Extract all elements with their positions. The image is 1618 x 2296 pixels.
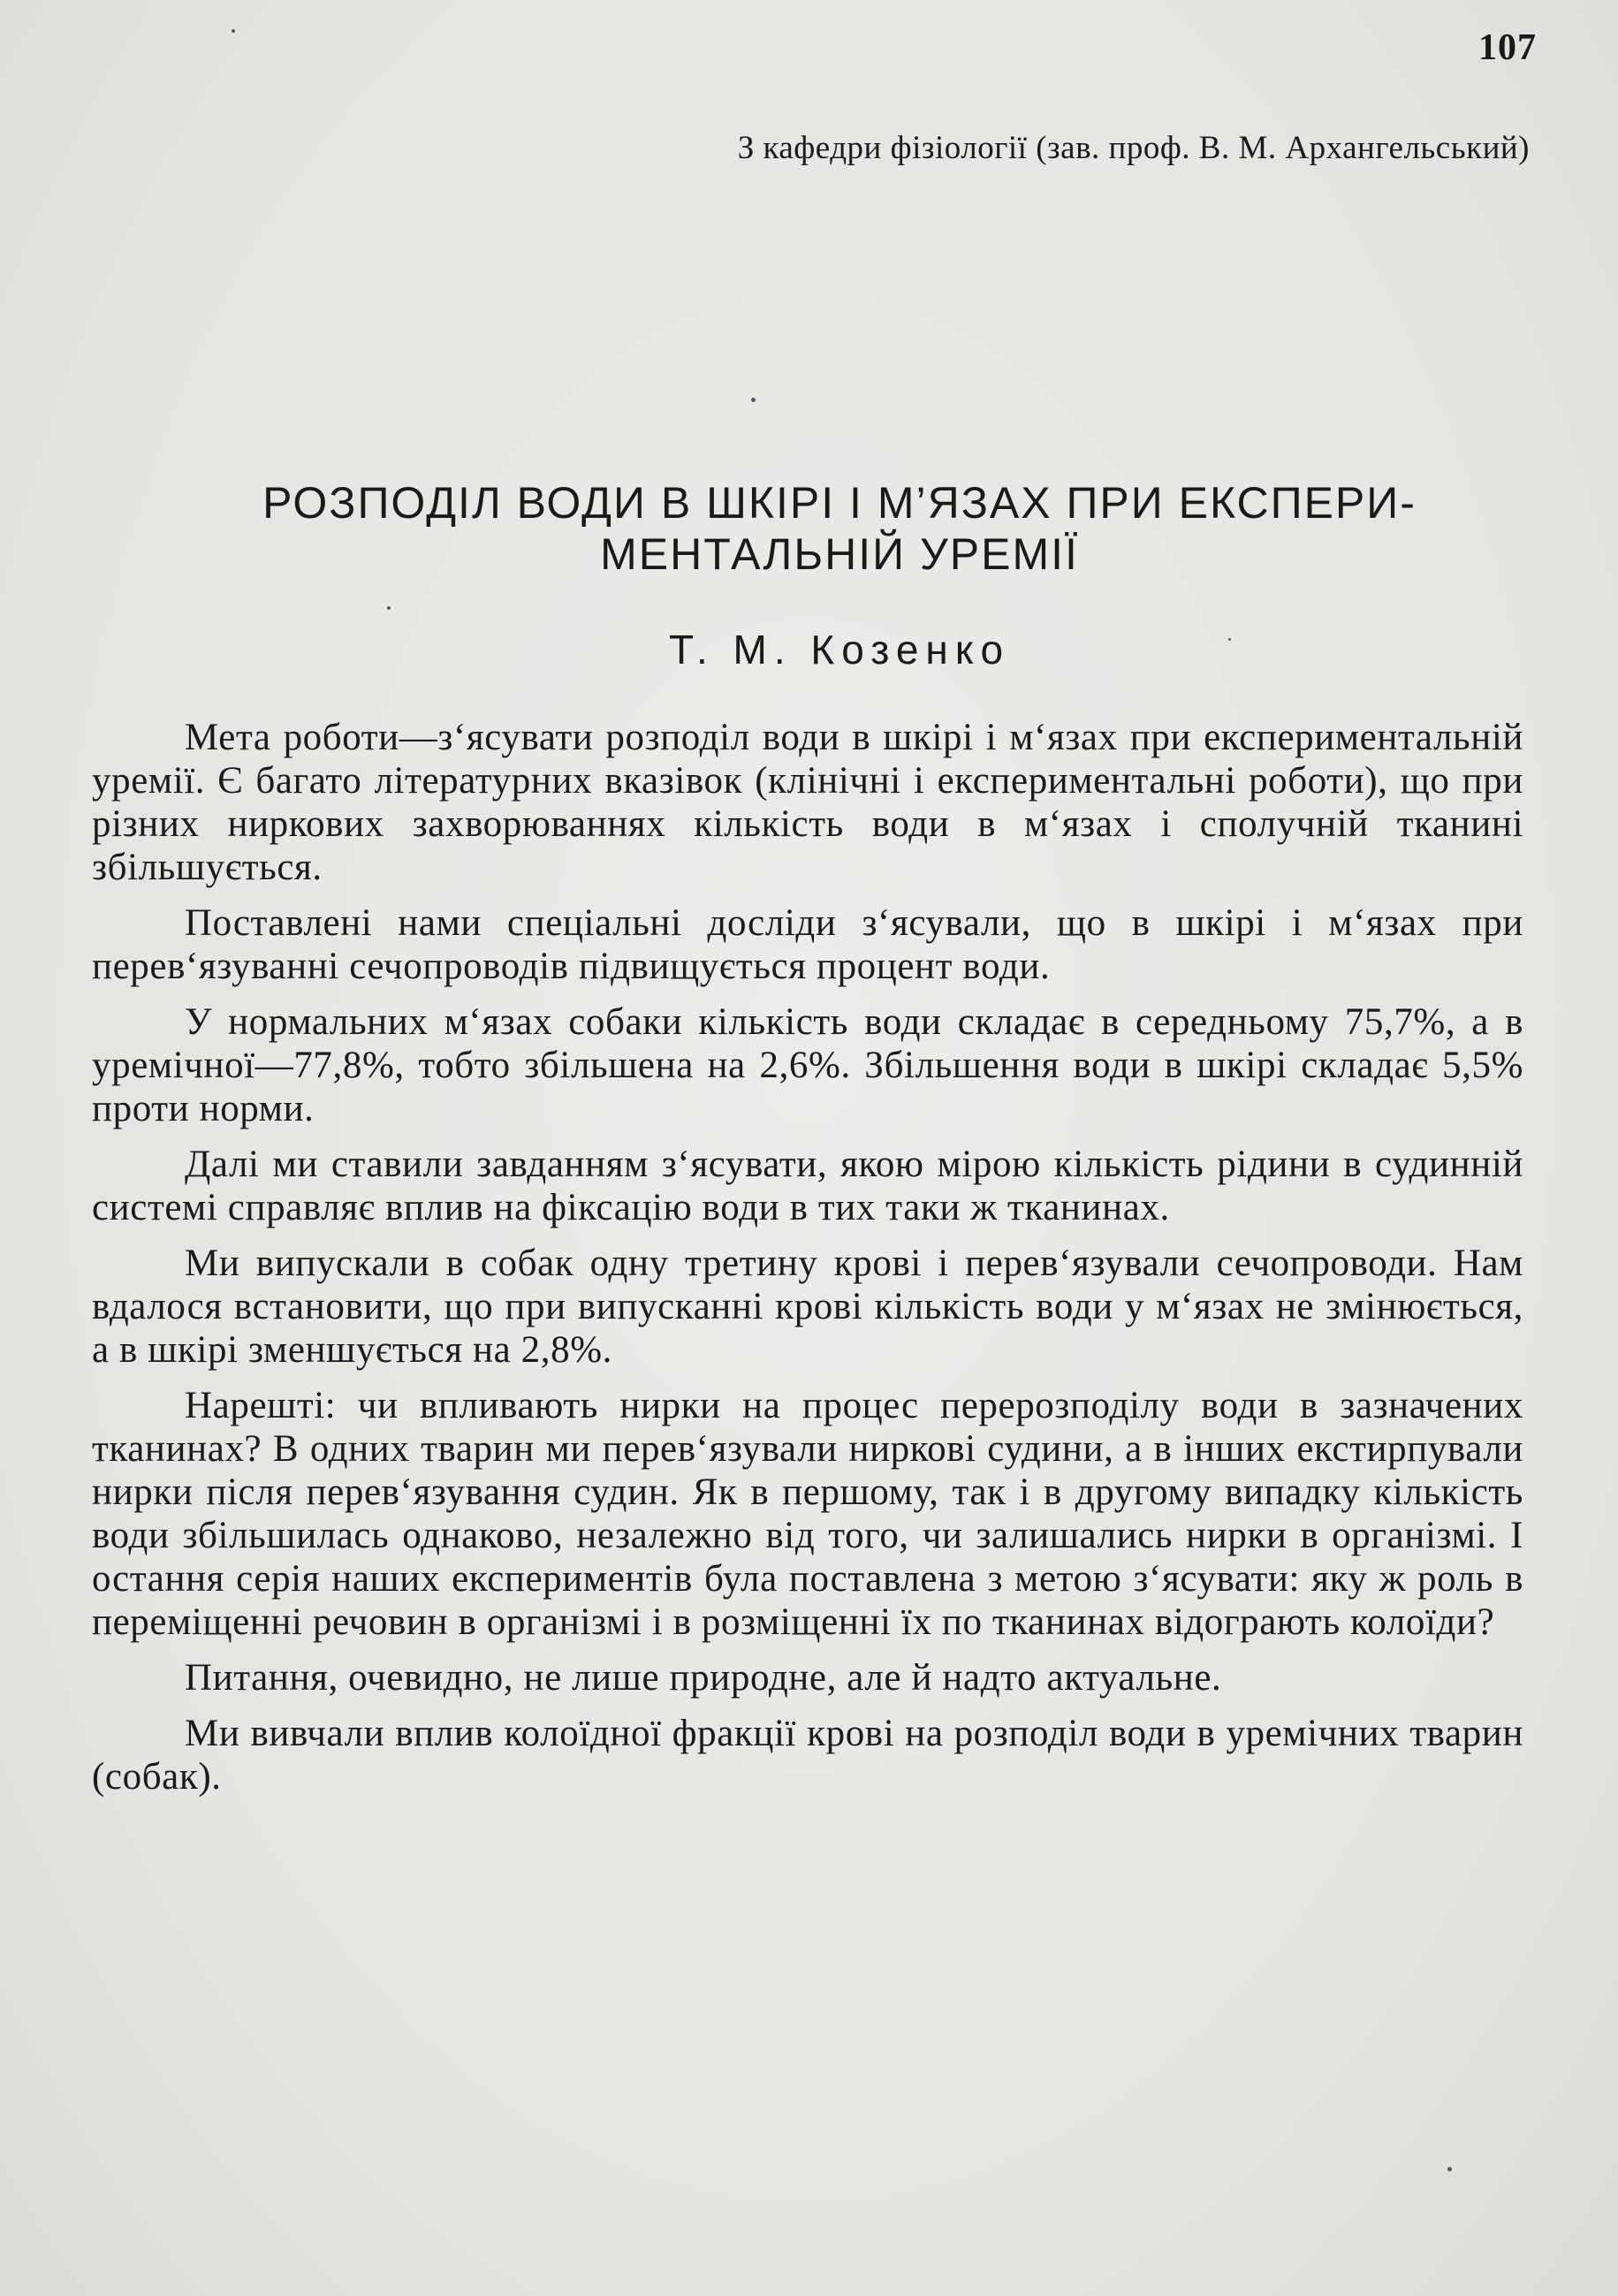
title-line-2: МЕНТАЛЬНІЙ УРЕМІЇ — [600, 529, 1079, 579]
paragraph-5: Ми випускали в собак одну третину крові і перев‘язували сечопроводи. Нам вдалося встановити, що при випусканні крові кількість води у м‘язах не змінюється, а в шкірі зменшується на 2,8%. — [92, 1243, 1523, 1371]
page-number: 107 — [1478, 27, 1537, 68]
paragraph-6: Нарешті: чи впливають нирки на процес перерозподілу води в зазначених тканинах? В одних тварин ми перев‘язували ниркові судини, а в інших екстирпували нирки після перев‘язування судин. Як в першому, так і в другому випадку кількість води збільшилась однаково, незалежно від того, чи залишались нирки в організмі. І остання серія наших експериментів була поставлена з метою з‘ясувати: яку ж роль в переміщенні речовин в організмі і в розміщенні їх по тканинах відограють колоїди? — [92, 1385, 1523, 1643]
affiliation-line: З кафедри фізіології (зав. проф. В. М. Архангельський) — [737, 130, 1530, 166]
title-line-1: РОЗПОДІЛ ВОДИ В ШКІРІ І М’ЯЗАХ ПРИ ЕКСПЕРИ- — [262, 478, 1417, 528]
article-body — [92, 716, 1523, 1811]
article-title — [133, 477, 1546, 580]
paper-speck — [387, 606, 391, 610]
paragraph-3: У нормальних м‘язах собаки кількість води складає в середньому 75,7%, а в уремічної—77,8%, тобто збільшена на 2,6%. Збільшення води в шкірі складає 5,5% проти норми. — [92, 1001, 1523, 1129]
paper-speck — [1447, 2167, 1452, 2171]
paragraph-4: Далі ми ставили завданням з‘ясувати, якою мірою кількість рідини в судинній системі справляє вплив на фіксацію води в тих таки ж тканинах. — [92, 1144, 1523, 1228]
paper-speck — [1228, 638, 1231, 641]
paragraph-2: Поставлені нами спеціальні досліди з‘ясували, що в шкірі і м‘язах при перев‘язуванні сечопроводів підвищується процент води. — [92, 902, 1523, 987]
paragraph-1: Мета роботи—з‘ясувати розподіл води в шкірі і м‘язах при експериментальній уремії. Є багато літературних вказівок (клінічні і експериментальні роботи), що при різних ниркових захворюваннях кількість води в м‘язах і сполучній тканині збільшується. — [92, 717, 1523, 888]
paragraph-7: Питання, очевидно, не лише природне, але й надто актуальне. — [185, 1657, 1222, 1699]
author-name: Т. М. Козенко — [668, 627, 1011, 673]
paper-speck — [751, 398, 756, 402]
paper-speck — [232, 29, 235, 33]
paragraph-8: Ми вивчали вплив колоїдної фракції крові на розподіл води в уремічних тварин (собак). — [92, 1713, 1523, 1798]
